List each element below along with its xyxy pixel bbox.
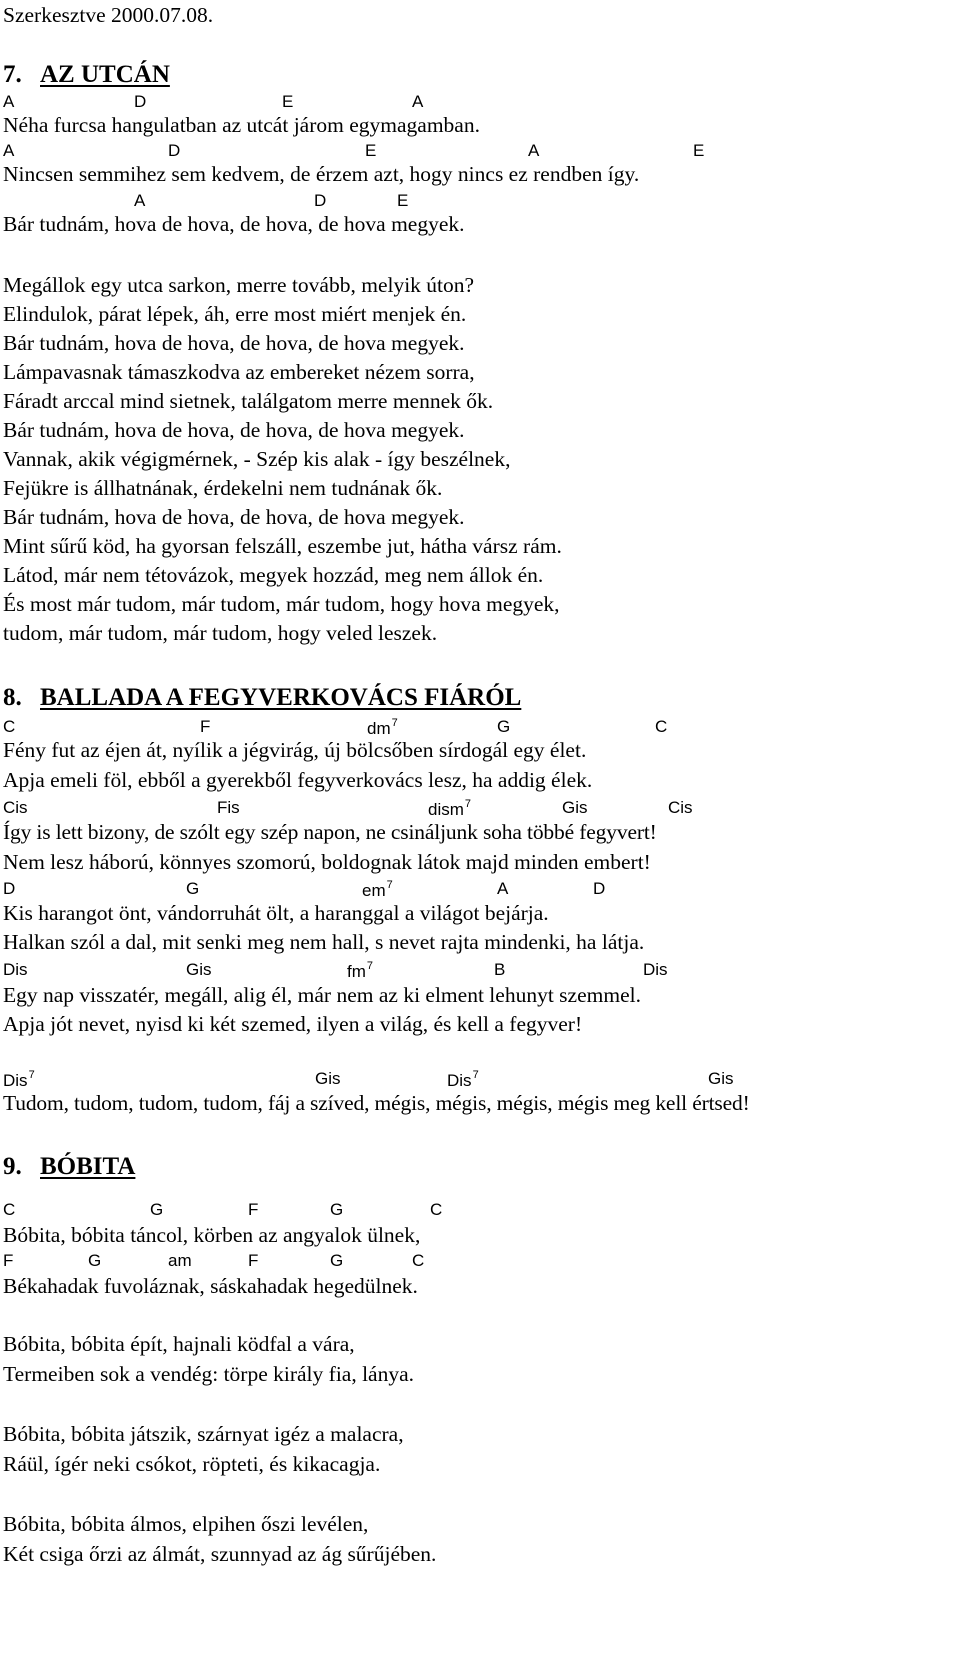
chord: am <box>168 1251 192 1270</box>
lyric-line: És most már tudom, már tudom, már tudom, hogy hova megyek, <box>3 592 560 616</box>
lyric-line: Halkan szól a dal, mit senki meg nem hall, s nevet rajta mindenki, ha látja. <box>3 930 645 954</box>
lyric-line: Elindulok, párat lépek, áh, erre most miért menjek én. <box>3 302 467 326</box>
chord: G <box>88 1251 102 1270</box>
chord: B <box>494 960 506 979</box>
chord: Dis <box>643 960 668 979</box>
chord: E <box>397 191 409 210</box>
chord: C <box>3 1200 16 1219</box>
song-title: AZ UTCÁN <box>40 61 170 88</box>
chord-with-seventh: dism$^7$ <box>428 798 472 819</box>
chord: Gis <box>708 1069 734 1088</box>
lyric-line: Bár tudnám, hova de hova, de hova, de hova megyek. <box>3 505 465 529</box>
lyric-line: Néha furcsa hangulatban az utcát járom egymagamban. <box>3 113 480 137</box>
chord: A <box>3 92 15 111</box>
chord: Gis <box>186 960 212 979</box>
chord: C <box>412 1251 425 1270</box>
chord-with-seventh: Dis$^7$ <box>3 1069 35 1090</box>
lyric-line: tudom, már tudom, már tudom, hogy veled leszek. <box>3 621 438 645</box>
chord: G <box>186 879 200 898</box>
chord: F <box>3 1251 14 1270</box>
lyric-line: Bóbita, bóbita álmos, elpihen őszi levélen, <box>3 1512 369 1536</box>
chord: A <box>497 879 509 898</box>
lyric-line: Bár tudnám, hova de hova, de hova, de hova megyek. <box>3 212 465 236</box>
song-number: 9. <box>3 1153 22 1180</box>
lyric-line: Bár tudnám, hova de hova, de hova, de hova megyek. <box>3 331 465 355</box>
lyric-line: Tudom, tudom, tudom, tudom, fáj a szíved, mégis, mégis, mégis, mégis meg kell értsed! <box>3 1091 750 1115</box>
chord: F <box>248 1251 259 1270</box>
chord: G <box>330 1200 344 1219</box>
chord: E <box>365 141 377 160</box>
song-number: 8. <box>3 684 22 711</box>
chord: A <box>412 92 424 111</box>
lyric-line: Apja jót nevet, nyisd ki két szemed, ilyen a világ, és kell a fegyver! <box>3 1012 583 1036</box>
lyric-line: Két csiga őrzi az álmát, szunnyad az ág sűrűjében. <box>3 1542 437 1566</box>
chord: G <box>330 1251 344 1270</box>
lyric-line: Látod, már nem tétovázok, megyek hozzád, meg nem állok én. <box>3 563 544 587</box>
song-title: BÓBITA <box>40 1153 136 1180</box>
chord: E <box>282 92 294 111</box>
lyric-line: Nem lesz háború, könnyes szomorú, boldognak látok majd minden embert! <box>3 850 651 874</box>
lyric-line: Fejükre is állhatnának, érdekelni nem tudnának ők. <box>3 476 443 500</box>
chord: D <box>168 141 181 160</box>
chord: Dis <box>3 960 28 979</box>
chord: D <box>314 191 327 210</box>
chord-with-seventh: $em^7$ <box>362 879 393 900</box>
chord: A <box>3 141 15 160</box>
lyric-line: Bár tudnám, hova de hova, de hova, de hova megyek. <box>3 418 465 442</box>
chord: C <box>3 717 16 736</box>
chord-with-seventh: $dm^7$ <box>367 717 398 738</box>
chord: F <box>248 1200 259 1219</box>
chord: A <box>528 141 540 160</box>
lyric-line: Így is lett bizony, de szólt egy szép napon, ne csináljunk soha többé fegyvert! <box>3 820 657 844</box>
chord: Cis <box>668 798 693 817</box>
lyric-line: Lámpavasnak támaszkodva az embereket nézem sorra, <box>3 360 475 384</box>
chord-with-seventh: Dis$^7$ <box>447 1069 479 1090</box>
lyric-line: Apja emeli föl, ebből a gyerekből fegyverkovács lesz, ha addig élek. <box>3 768 593 792</box>
lyric-line: Egy nap visszatér, megáll, alig él, már nem az ki elment lehunyt szemmel. <box>3 983 641 1007</box>
song-number: 7. <box>3 61 22 88</box>
lyric-line: Bóbita, bóbita épít, hajnali ködfal a vára, <box>3 1332 355 1356</box>
edit-date: Szerkesztve 2000.07.08. <box>3 3 214 27</box>
lyric-line: Kis harangot önt, vándorruhát ölt, a haranggal a világot bejárja. <box>3 901 549 925</box>
lyric-line: Bóbita, bóbita táncol, körben az angyalok ülnek, <box>3 1223 421 1247</box>
chord: F <box>200 717 211 736</box>
lyric-line: Bóbita, bóbita játszik, szárnyat igéz a malacra, <box>3 1422 404 1446</box>
lyric-line: Termeiben sok a vendég: törpe király fia, lánya. <box>3 1362 415 1386</box>
chord: Gis <box>562 798 588 817</box>
chord: D <box>593 879 606 898</box>
chord: Fis <box>217 798 240 817</box>
chord: C <box>655 717 668 736</box>
chord: Cis <box>3 798 28 817</box>
chord: G <box>150 1200 164 1219</box>
lyric-line: Mint sűrű köd, ha gyorsan felszáll, eszembe jut, hátha vársz rám. <box>3 534 562 558</box>
chord: E <box>693 141 705 160</box>
lyric-line: Fény fut az éjen át, nyílik a jégvirág, új bölcsőben sírdogál egy élet. <box>3 738 587 762</box>
song-title: BALLADA A FEGYVERKOVÁCS FIÁRÓL <box>40 684 522 711</box>
chord: G <box>497 717 511 736</box>
chord: Gis <box>315 1069 341 1088</box>
chord: A <box>134 191 146 210</box>
lyric-line: Békahadak fuvoláznak, sáskahadak hegedülnek. <box>3 1274 418 1298</box>
lyric-line: Nincsen semmihez sem kedvem, de érzem azt, hogy nincs ez rendben így. <box>3 162 640 186</box>
lyric-line: Fáradt arccal mind sietnek, találgatom merre mennek ők. <box>3 389 494 413</box>
lyric-line: Vannak, akik végigmérnek, - Szép kis alak - így beszélnek, <box>3 447 511 471</box>
chord: D <box>3 879 16 898</box>
lyric-line: Megállok egy utca sarkon, merre tovább, melyik úton? <box>3 273 475 297</box>
lyric-line: Ráül, ígér neki csókot, röpteti, és kikacagja. <box>3 1452 381 1476</box>
chord: C <box>430 1200 443 1219</box>
chord-with-seventh: $fm^7$ <box>347 960 374 981</box>
chord: D <box>134 92 147 111</box>
